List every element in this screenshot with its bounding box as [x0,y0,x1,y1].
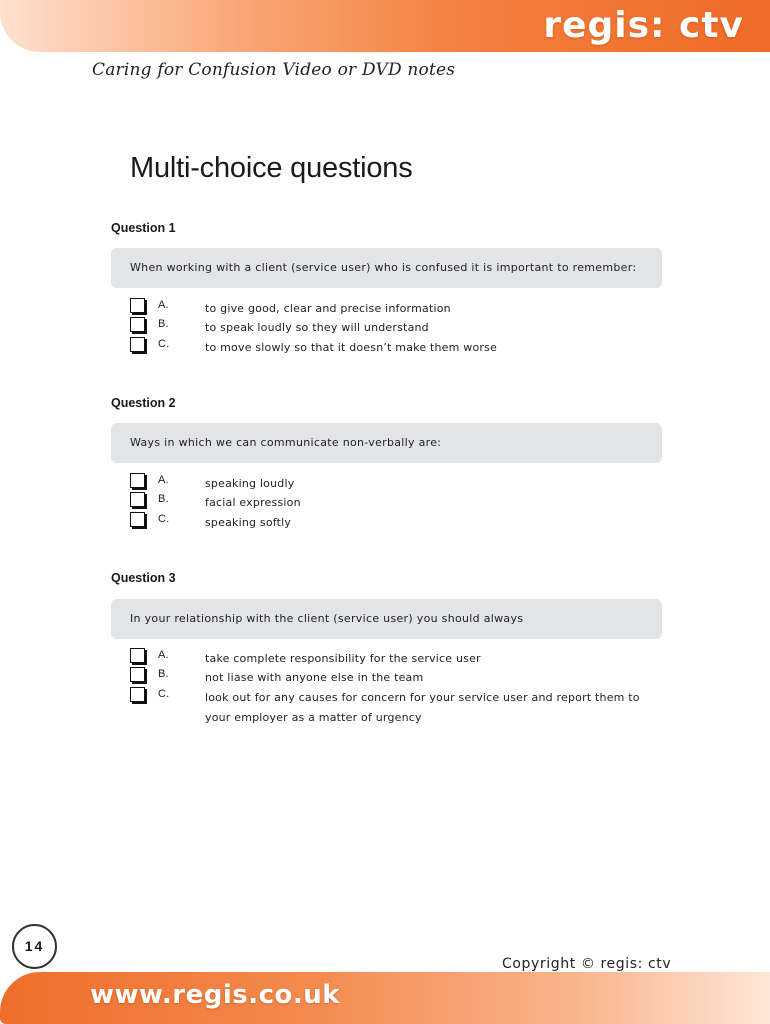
checkbox[interactable] [130,648,145,663]
option-text: look out for any causes for concern for your service user and report them to your employer as a matter of urgency [205,691,640,724]
question-3-prompt: In your relationship with the client (service user) you should always [111,599,662,639]
checkbox[interactable] [130,512,145,527]
question-2-option-a[interactable] [130,472,665,491]
option-text: speaking softly [205,516,292,529]
checkbox[interactable] [130,298,145,313]
question-1-title: Question 1 [111,221,176,235]
question-3-title: Question 3 [111,571,176,585]
option-letter: A. [158,649,169,661]
option-text: take complete responsibility for the service user [205,652,481,665]
checkbox[interactable] [130,473,145,488]
question-3-option-c[interactable] [130,686,665,724]
website-link[interactable]: www.regis.co.uk [90,980,341,1010]
regis-ctv-logo: regis: ctv [543,5,744,46]
checkbox[interactable] [130,492,145,507]
question-3-option-a[interactable] [130,647,665,666]
question-2-option-b[interactable] [130,491,665,510]
question-1-option-c[interactable] [130,336,665,355]
option-text: not liase with anyone else in the team [205,671,424,684]
page-number: 14 [12,924,57,969]
option-text: to move slowly so that it doesn’t make them worse [205,341,497,354]
checkbox[interactable] [130,667,145,682]
option-letter: B. [158,318,169,330]
checkbox[interactable] [130,337,145,352]
document-subtitle: Caring for Confusion Video or DVD notes [92,60,456,80]
option-letter: B. [158,493,169,505]
option-text: speaking loudly [205,477,295,490]
question-3-option-b[interactable] [130,666,665,685]
question-1-option-b[interactable] [130,316,665,335]
question-1-option-a[interactable] [130,297,665,316]
checkbox[interactable] [130,317,145,332]
option-letter: C. [158,688,170,700]
option-letter: A. [158,474,169,486]
question-2-prompt: Ways in which we can communicate non-verbally are: [111,423,662,463]
question-1-prompt: When working with a client (service user) who is confused it is important to remember: [111,248,662,288]
option-text: to give good, clear and precise information [205,302,451,315]
option-letter: C. [158,513,170,525]
option-letter: A. [158,299,169,311]
option-text: facial expression [205,496,301,509]
option-text: to speak loudly so they will understand [205,321,429,334]
checkbox[interactable] [130,687,145,702]
copyright-notice: Copyright © regis: ctv [502,956,672,972]
option-letter: B. [158,668,169,680]
question-2-option-c[interactable] [130,511,665,530]
page-title: Multi-choice questions [130,152,413,184]
question-2-title: Question 2 [111,396,176,410]
option-letter: C. [158,338,170,350]
